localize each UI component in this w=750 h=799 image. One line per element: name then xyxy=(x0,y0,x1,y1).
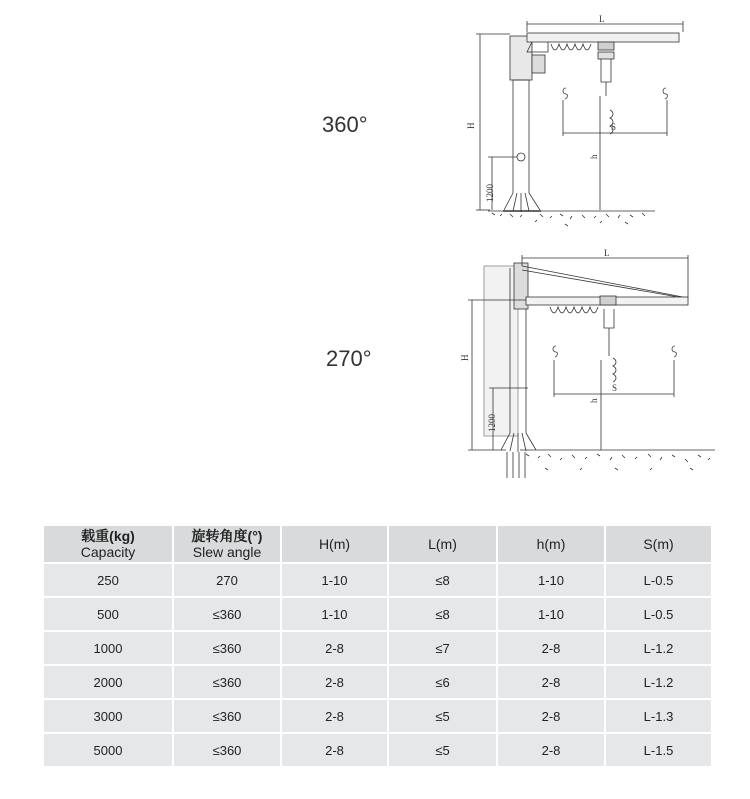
dim-S-270: S xyxy=(612,383,618,393)
cell-slew-angle: ≤360 xyxy=(174,598,280,630)
cell-H: 2-8 xyxy=(282,734,387,766)
dim-H-270: H xyxy=(460,354,470,361)
table-row xyxy=(44,564,711,596)
angle-label-270: 270° xyxy=(326,346,372,371)
cell-slew-angle: ≤360 xyxy=(174,666,280,698)
table-row xyxy=(44,700,711,732)
ground-360 xyxy=(488,211,655,226)
boom-270 xyxy=(522,266,688,382)
dim-H-360: H xyxy=(466,122,476,129)
cell-H: 2-8 xyxy=(282,632,387,664)
cell-H: 1-10 xyxy=(282,564,387,596)
cell-H: 1-10 xyxy=(282,598,387,630)
cell-slew-angle: ≤360 xyxy=(174,700,280,732)
cell-L: ≤5 xyxy=(389,700,496,732)
crane-360-drawing xyxy=(466,14,683,226)
cell-H: 2-8 xyxy=(282,700,387,732)
dim-1200-270: 1200 xyxy=(487,414,497,432)
header-S: S(m) xyxy=(606,526,711,562)
cell-L: ≤8 xyxy=(389,564,496,596)
table-row xyxy=(44,598,711,630)
table-row xyxy=(44,632,711,664)
cell-S: L-1.2 xyxy=(606,666,711,698)
cell-S: L-1.3 xyxy=(606,700,711,732)
dimensions-360 xyxy=(476,21,683,210)
ground-270 xyxy=(520,450,715,470)
crane-270-drawing xyxy=(460,248,715,478)
cell-capacity: 5000 xyxy=(44,734,172,766)
cell-L: ≤5 xyxy=(389,734,496,766)
dim-h-270: h xyxy=(589,398,599,403)
cell-h: 2-8 xyxy=(498,700,604,732)
table-header-row xyxy=(44,526,711,562)
cell-capacity: 500 xyxy=(44,598,172,630)
table-row xyxy=(44,734,711,766)
dim-L-270: L xyxy=(604,248,610,258)
cell-S: L-0.5 xyxy=(606,564,711,596)
header-h: h(m) xyxy=(498,526,604,562)
boom-360 xyxy=(527,33,679,134)
cell-S: L-1.5 xyxy=(606,734,711,766)
cell-capacity: 2000 xyxy=(44,666,172,698)
header-L: L(m) xyxy=(389,526,496,562)
wall-270 xyxy=(484,266,518,436)
cell-slew-angle: 270 xyxy=(174,564,280,596)
cell-L: ≤7 xyxy=(389,632,496,664)
cell-capacity: 250 xyxy=(44,564,172,596)
cell-h: 2-8 xyxy=(498,666,604,698)
dim-h-360: h xyxy=(589,154,599,159)
cell-h: 1-10 xyxy=(498,598,604,630)
cell-h: 1-10 xyxy=(498,564,604,596)
header-H: H(m) xyxy=(282,526,387,562)
cell-S: L-1.2 xyxy=(606,632,711,664)
dim-S-360: S xyxy=(611,122,617,132)
header-slew-angle: 旋转角度(°) Slew angle xyxy=(174,526,280,562)
cell-h: 2-8 xyxy=(498,734,604,766)
cell-H: 2-8 xyxy=(282,666,387,698)
dim-1200-360: 1200 xyxy=(485,184,495,202)
cell-L: ≤8 xyxy=(389,598,496,630)
angle-label-360: 360° xyxy=(322,112,368,137)
dim-L-360: L xyxy=(599,14,605,24)
cell-slew-angle: ≤360 xyxy=(174,734,280,766)
cell-L: ≤6 xyxy=(389,666,496,698)
cell-capacity: 1000 xyxy=(44,632,172,664)
cell-capacity: 3000 xyxy=(44,700,172,732)
cell-slew-angle: ≤360 xyxy=(174,632,280,664)
header-capacity: 载重(kg) Capacity xyxy=(44,526,172,562)
cell-S: L-0.5 xyxy=(606,598,711,630)
spec-table xyxy=(42,524,713,768)
cell-h: 2-8 xyxy=(498,632,604,664)
table-row xyxy=(44,666,711,698)
